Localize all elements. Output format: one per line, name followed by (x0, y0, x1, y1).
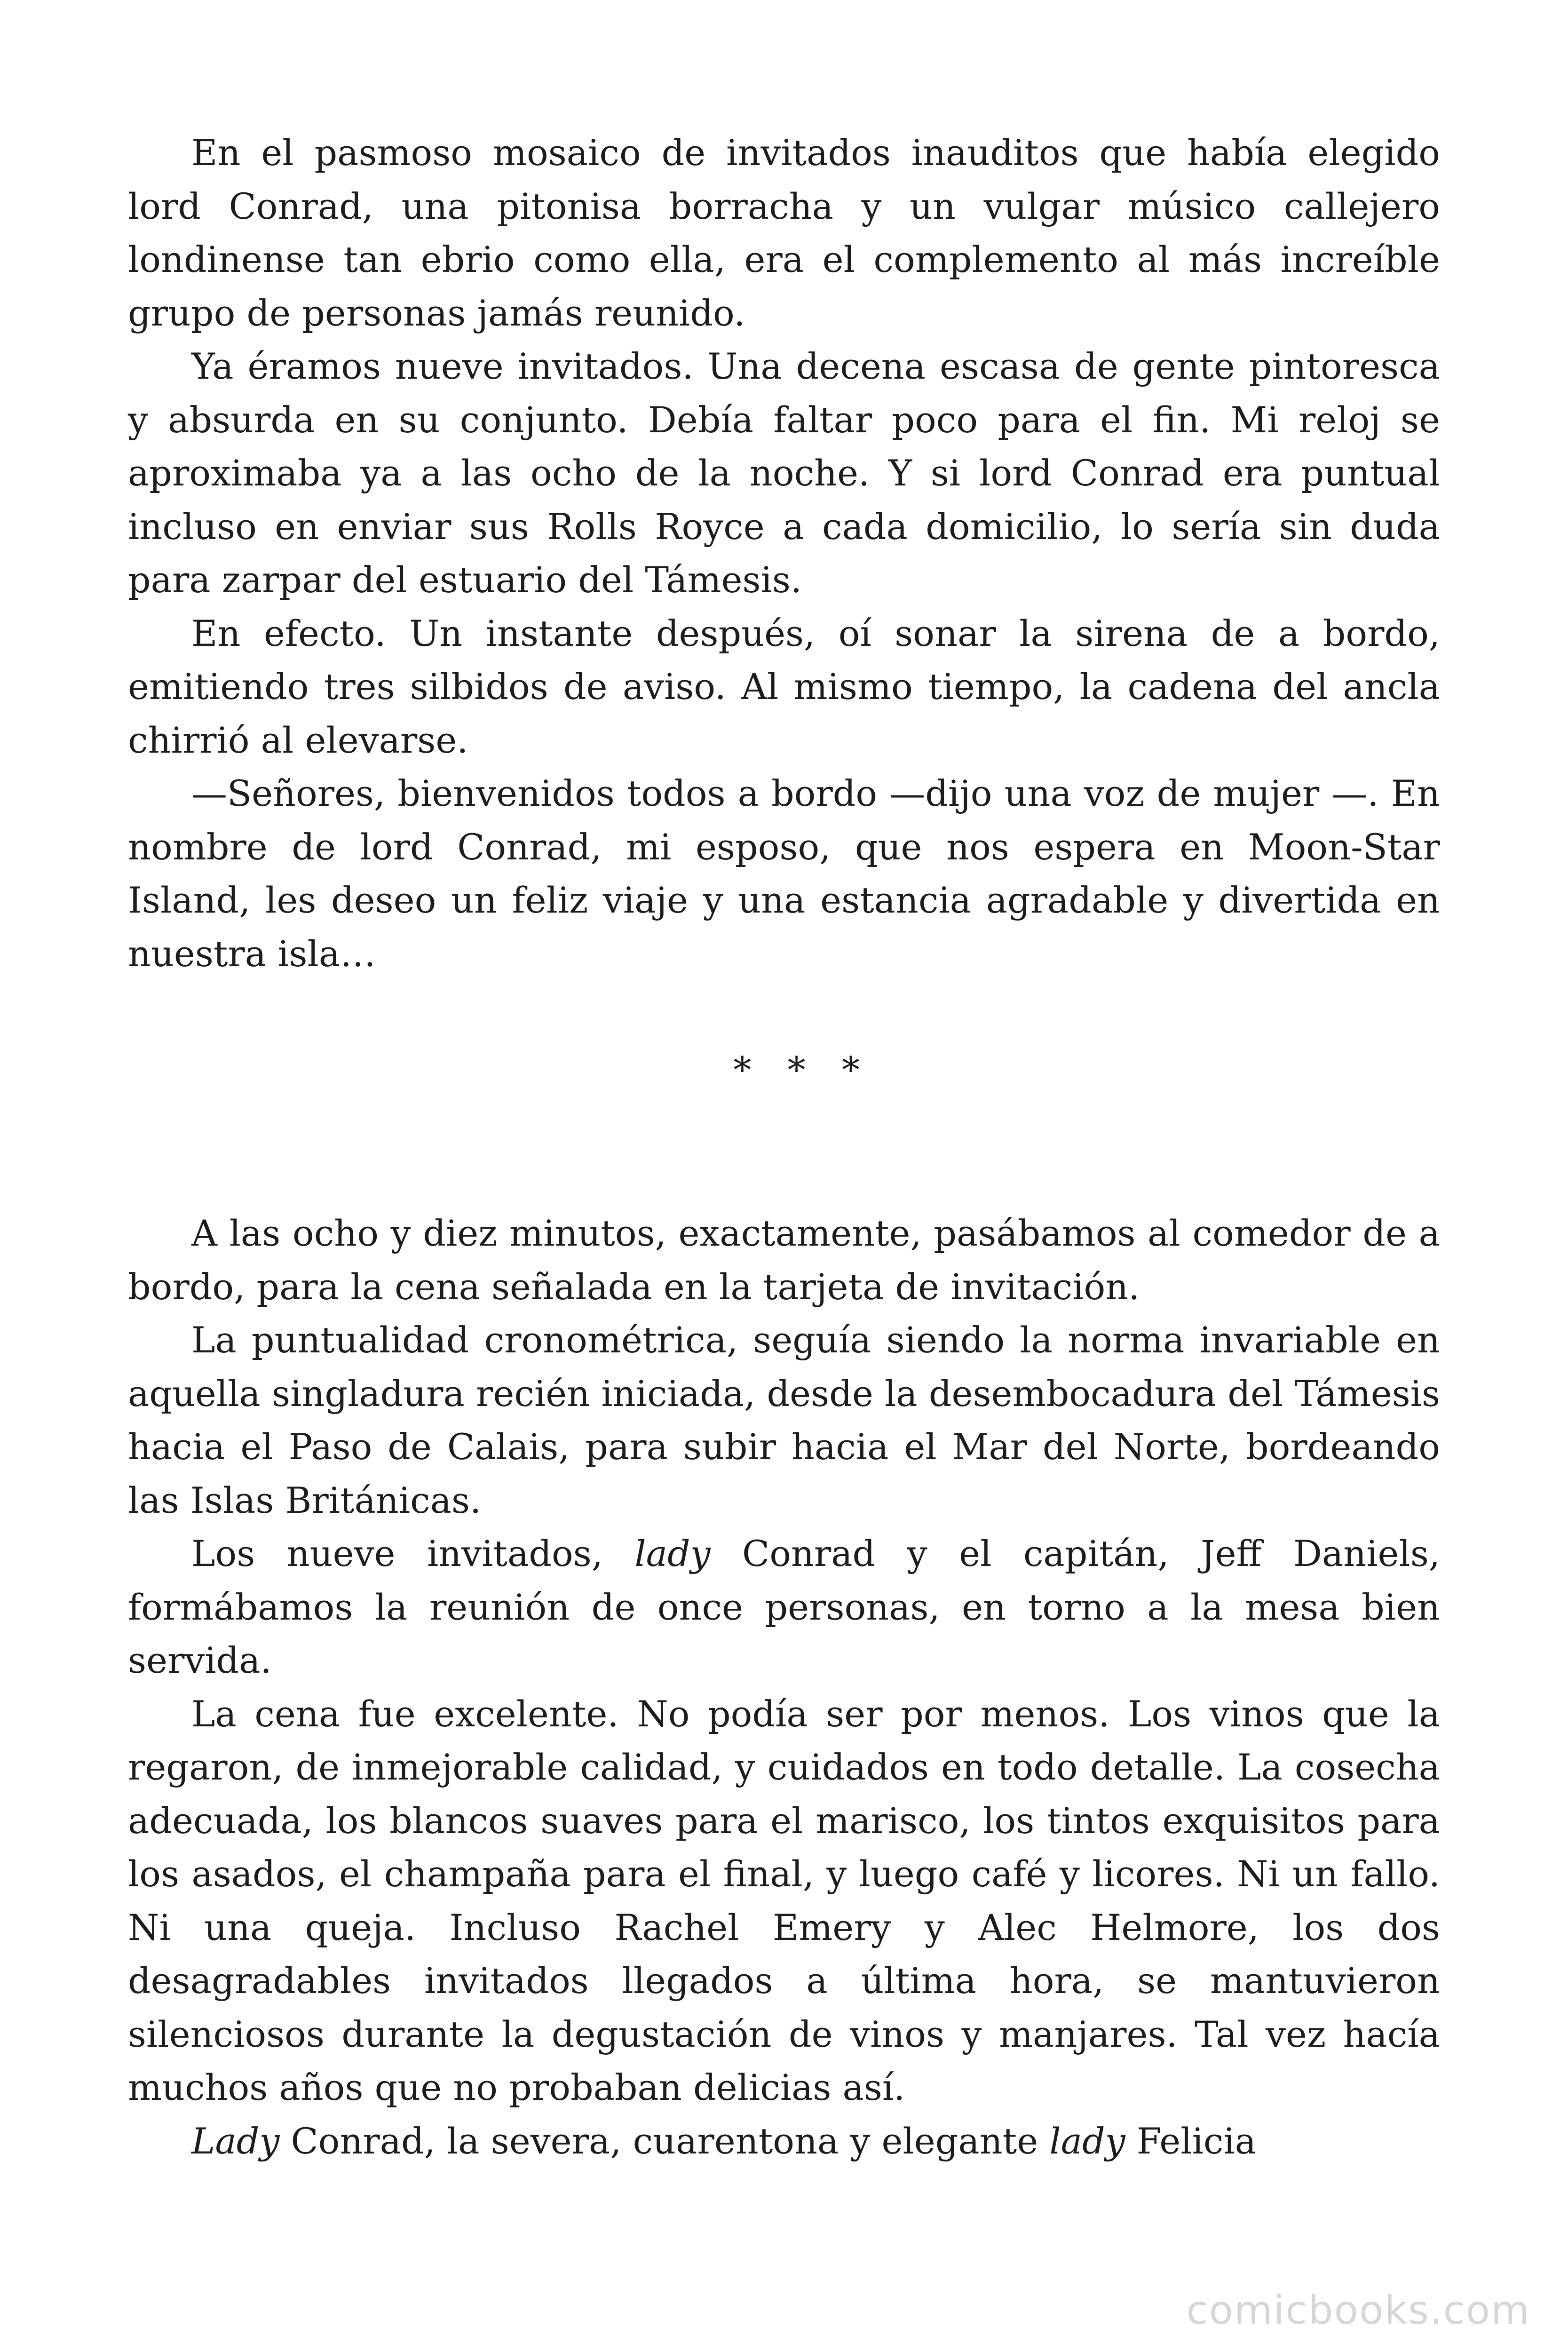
paragraph-text: Conrad y el capitán, Jeff Daniels, formábamos la reunión de once personas, en torno a la mesa bien servida. (128, 1533, 1440, 1681)
watermark: comicbooks.com (1186, 2287, 1530, 2333)
italic-word: lady (634, 1533, 711, 1574)
italic-word: lady (1049, 2120, 1125, 2162)
italic-word: Lady (191, 2120, 280, 2162)
paragraph: —Señores, bienvenidos todos a bordo —dijo una voz de mujer —. En nombre de lord Conrad, mi esposo, que nos espera en Moon-Star Island, les deseo un feliz viaje y una estancia agradable y divertida en nuestra isla… (128, 772, 1440, 975)
text-block-top (128, 126, 1440, 980)
paragraph-text: Los nueve invitados, (191, 1533, 635, 1574)
paragraph: Ya éramos nueve invitados. Una decena escasa de gente pintoresca y absurda en su conjunto. Debía faltar poco para el fin. Mi reloj se aproximaba ya a las ocho de la noche. Y si lord Conrad era puntual incluso en enviar sus Rolls Royce a cada domicilio, lo sería sin duda para zarpar del estuario del Támesis. (128, 345, 1440, 601)
paragraph (128, 1527, 1440, 1687)
paragraph: La cena fue excelente. No podía ser por menos. Los vinos que la regaron, de inmejorable calidad, y cuidados en todo detalle. La cosecha adecuada, los blancos suaves para el marisco, los tintos exquisitos para los asados, el champaña para el final, y luego café y licores. Ni un fallo. Ni una queja. Incluso Rachel Emery y Alec Helmore, los dos desagradables invitados llegados a última hora, se mantuvieron silenciosos durante la degustación de vinos y manjares. Tal vez hacía muchos años que no probaban delicias así. (128, 1692, 1440, 2108)
text-block-bottom (128, 1207, 1440, 2168)
paragraph: La puntualidad cronométrica, seguía siendo la norma invariable en aquella singladura recién iniciada, desde la desembocadura del Támesis hacia el Paso de Calais, para subir hacia el Mar del Norte, bordeando las Islas Británicas. (128, 1319, 1440, 1521)
paragraph (128, 2114, 1440, 2168)
section-separator: * * * (733, 1049, 872, 1091)
paragraph-text: Conrad, la severa, cuarentona y elegante (279, 2120, 1050, 2162)
paragraph: En efecto. Un instante después, oí sonar la sirena de a bordo, emitiendo tres silbidos de aviso. Al mismo tiempo, la cadena del ancla chirrió al elevarse. (128, 612, 1440, 761)
paragraph-text: Felicia (1125, 2120, 1257, 2162)
paragraph: A las ocho y diez minutos, exactamente, pasábamos al comedor de a bordo, para la cena señalada en la tarjeta de invitación. (128, 1212, 1440, 1308)
paragraph: En el pasmoso mosaico de invitados inauditos que había elegido lord Conrad, una pitonisa borracha y un vulgar músico callejero londinense tan ebrio como ella, era el complemento al más increíble grupo de personas jamás reunido. (128, 132, 1440, 334)
